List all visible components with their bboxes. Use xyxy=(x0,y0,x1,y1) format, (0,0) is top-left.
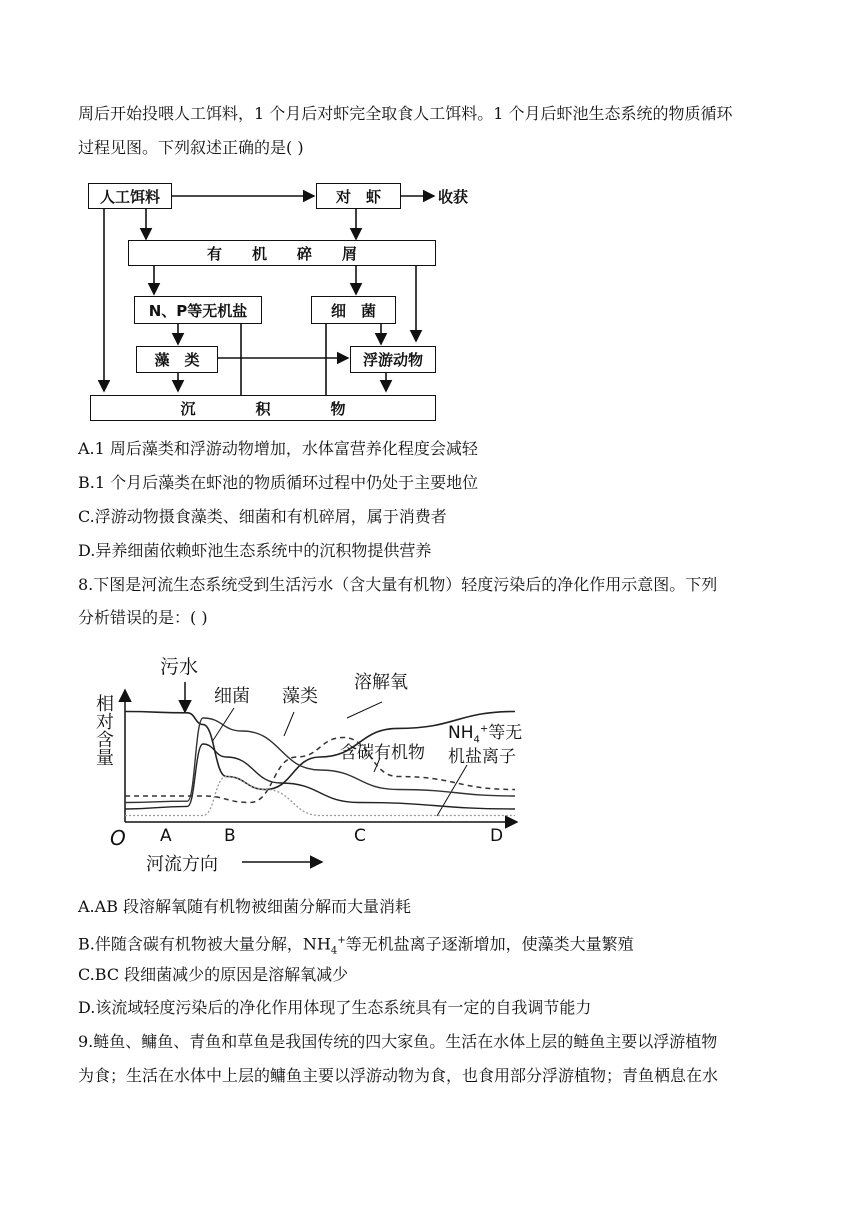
box-detritus: 有 机 碎 屑 xyxy=(128,240,436,266)
q7-option-d: D.异养细菌依赖虾池生态系统中的沉积物提供营养 xyxy=(78,541,432,560)
label-carbon-organic: 含碳有机物 xyxy=(340,743,425,763)
q8-option-a: A.AB 段溶解氧随有机物被细菌分解而大量消耗 xyxy=(78,897,412,916)
y-axis-label: 相对含量 xyxy=(93,694,114,766)
tick-d: D xyxy=(490,826,504,846)
box-zooplankton: 浮游动物 xyxy=(350,346,436,373)
intro-line-1: 周后开始投喂人工饵料，1 个月后对虾完全取食人工饵料。1 个月后虾池生态系统的物质循环 xyxy=(78,104,733,123)
label-bacteria: 细菌 xyxy=(214,686,250,707)
material-cycle-diagram xyxy=(86,176,496,426)
q8-option-c: C.BC 段细菌减少的原因是溶解氧减少 xyxy=(78,965,349,984)
q8-option-d: D.该流域轻度污染后的净化作用体现了生态系统具有一定的自我调节能力 xyxy=(78,998,592,1017)
box-shrimp: 对 虾 xyxy=(316,183,401,209)
label-dissolved-oxygen: 溶解氧 xyxy=(354,672,408,693)
q9-stem-line-2: 为食；生活在水体中上层的鳙鱼主要以浮游动物为食，也食用部分浮游植物；青鱼栖息在水 xyxy=(78,1066,719,1085)
label-sewage: 污水 xyxy=(160,656,199,678)
tick-a: A xyxy=(160,826,172,846)
x-axis-label: 河流方向 xyxy=(146,854,218,875)
label-nh4-line-1: $NH_4^+$等无 xyxy=(448,723,523,746)
q8-stem-line-2: 分析错误的是：( ) xyxy=(78,608,208,627)
box-feed: 人工饵料 xyxy=(88,183,172,209)
tick-c: C xyxy=(354,826,366,846)
river-purification-chart xyxy=(92,650,532,880)
label-harvest: 收获 xyxy=(438,188,469,206)
label-algae: 藻类 xyxy=(282,686,318,707)
q8-option-b: B.伴随含碳有机物被大量分解，$NH_4^+$等无机盐离子逐渐增加，使藻类大量繁殖 xyxy=(78,934,634,957)
box-bacteria: 细 菌 xyxy=(311,296,396,324)
q7-option-c: C.浮游动物摄食藻类、细菌和有机碎屑，属于消费者 xyxy=(78,507,447,526)
tick-b: B xyxy=(224,826,236,846)
intro-line-2: 过程见图。下列叙述正确的是( ) xyxy=(78,138,304,157)
box-sediment: 沉 积 物 xyxy=(90,395,436,421)
q7-option-a: A.1 周后藻类和浮游动物增加，水体富营养化程度会减轻 xyxy=(78,439,478,458)
q7-option-b: B.1 个月后藻类在虾池的物质循环过程中仍处于主要地位 xyxy=(78,473,479,492)
label-nh4-line-2: 机盐离子 xyxy=(448,747,516,767)
box-algae: 藻 类 xyxy=(136,346,218,373)
box-inorganic-salts: N、P等无机盐 xyxy=(134,296,262,324)
origin-label: O xyxy=(110,826,126,850)
q8-stem-line-1: 8.下图是河流生态系统受到生活污水（含大量有机物）轻度污染后的净化作用示意图。下列 xyxy=(78,575,718,594)
q9-stem-line-1: 9.鲢鱼、鳙鱼、青鱼和草鱼是我国传统的四大家鱼。生活在水体上层的鲢鱼主要以浮游植物 xyxy=(78,1032,718,1051)
